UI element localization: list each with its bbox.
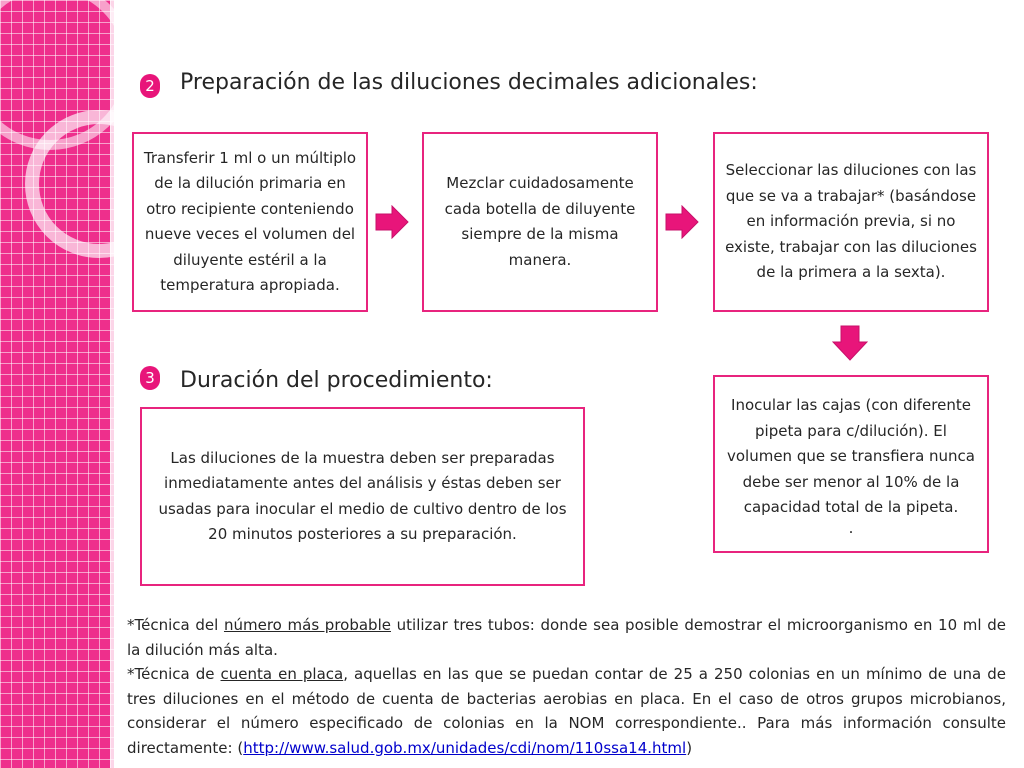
mpn-term: número más probable	[223, 616, 391, 634]
flow-step-text: Inocular las cajas (con diferente pipeta para c/dilución). El volumen que se transfiera nunca debe ser menor al 10% de la capacidad total de la pipeta.	[726, 396, 975, 517]
arrow-right-icon	[375, 205, 409, 239]
arrow-down-icon	[832, 325, 868, 361]
flow-step-mix	[422, 132, 658, 312]
flow-step-transfer	[132, 132, 368, 312]
footnotes	[127, 613, 1006, 760]
flow-step-select	[713, 132, 989, 312]
flow-step-dot: .	[848, 518, 854, 537]
footnote-text: )	[686, 738, 693, 757]
section-3-number-badge: 3	[140, 366, 160, 390]
duration-box	[140, 407, 585, 586]
footnote-mpn	[127, 613, 1006, 662]
plate-count-term: cuenta en placa	[220, 665, 344, 683]
duration-text: Las diluciones de la muestra deben ser preparadas inmediatamente antes del análisis y éstas deben ser usadas para inocular el medio de cultivo dentro de los 20 minutos posteriores a su preparación.	[158, 448, 567, 543]
footnote-plate-count	[127, 662, 1006, 760]
flow-step-inoculate	[713, 375, 989, 553]
footnote-text: , aquellas en las que se puedan contar de 25 a 250 colonias en un mínimo de una de tres diluciones en el método de cuenta de bacterias aerobias en placa. En el caso de otros grupos microbianos, considerar el número especificado de colonias en la NOM correspondiente.. Para más información consulte directamente: (	[127, 665, 1006, 757]
arrow-right-icon	[665, 205, 699, 239]
sidebar-edge	[110, 0, 114, 768]
section-3-title: Duración del procedimiento:	[180, 368, 493, 393]
footnote-text: utilizar tres tubos: donde sea posible demostrar el microorganismo en 10 ml de la dilución más alta.	[127, 616, 1006, 659]
nom-link[interactable]: http://www.salud.gob.mx/unidades/cdi/nom/110ssa14.html	[243, 738, 687, 757]
flow-step-text: Transferir 1 ml o un múltiplo de la dilución primaria en otro recipiente conteniendo nueve veces el volumen del diluyente estéril a la temperatura apropiada.	[143, 148, 357, 294]
section-2-title: Preparación de las diluciones decimales adicionales:	[180, 70, 758, 95]
flow-step-text: Mezclar cuidadosamente cada botella de diluyente siempre de la misma manera.	[444, 174, 636, 269]
footnote-text: *Técnica de	[127, 665, 221, 683]
flow-step-text: Seleccionar las diluciones con las que se va a trabajar* (basándose en información previa, si no existe, trabajar con las diluciones de la primera a la sexta).	[725, 161, 977, 282]
decorative-sidebar	[0, 0, 114, 768]
section-2-number-badge: 2	[140, 74, 160, 98]
footnote-text: *Técnica del	[127, 616, 224, 634]
